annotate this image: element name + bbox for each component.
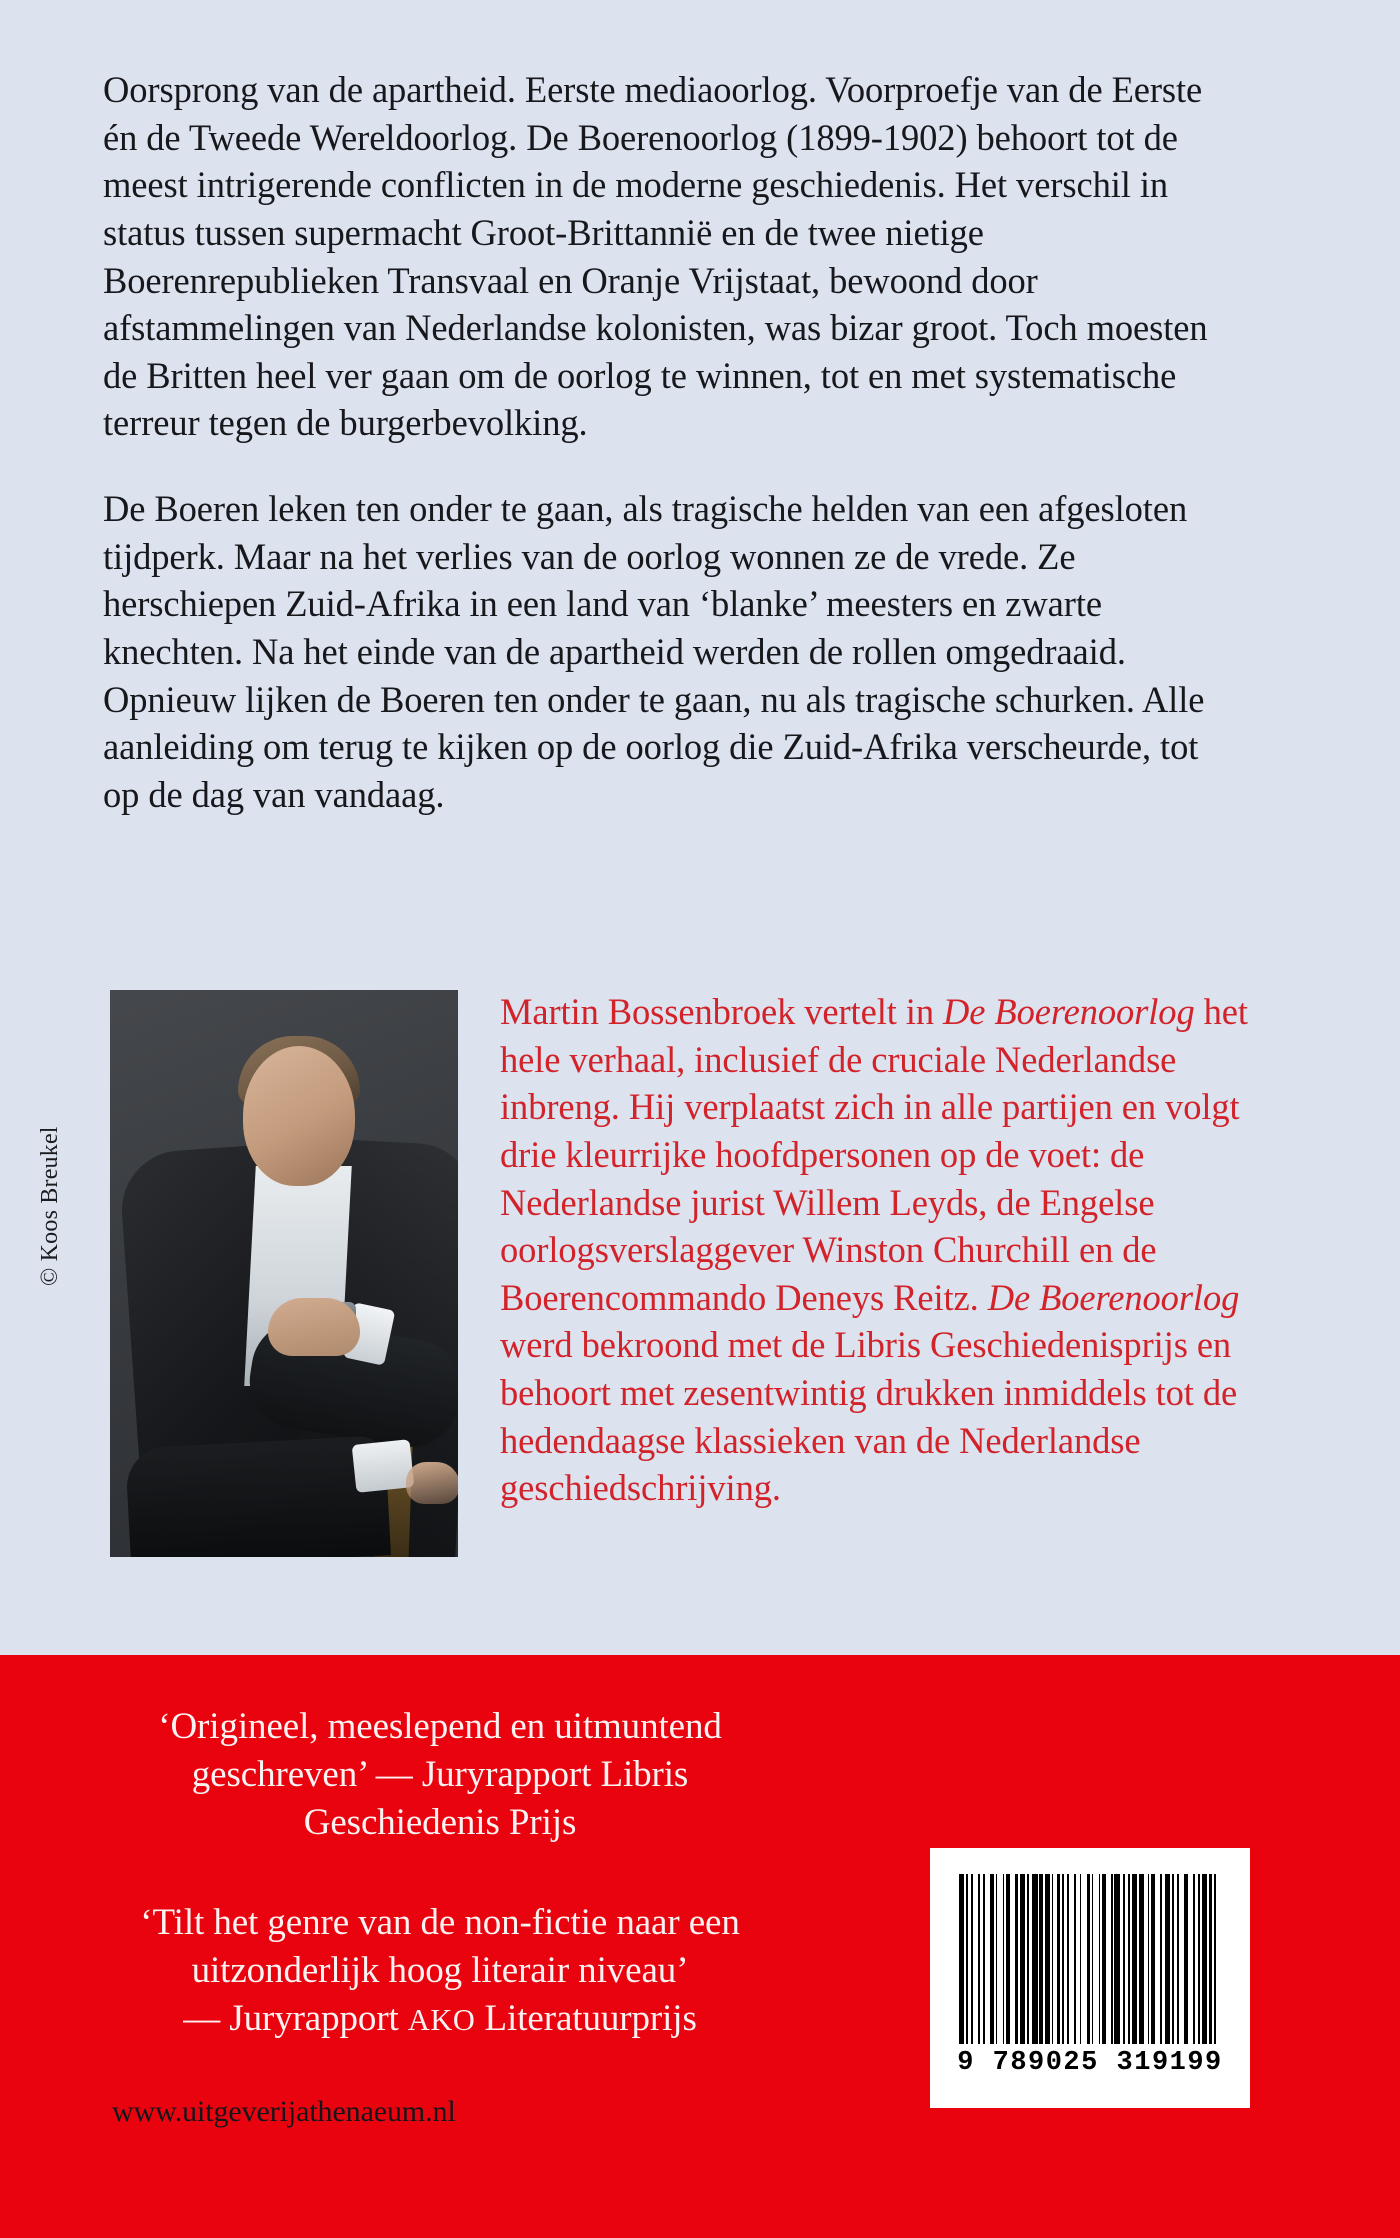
barcode-bar [966, 1874, 968, 2044]
book-title-italic: De Boerenoorlog [987, 1276, 1240, 1318]
barcode-bar [959, 1874, 964, 2044]
barcode-bar [1045, 1874, 1050, 2044]
barcode-bar [1172, 1874, 1174, 2044]
barcode-bar [1032, 1874, 1037, 2044]
barcode-bar [1015, 1874, 1018, 2044]
barcode-bar [971, 1874, 973, 2044]
barcode-bar [1139, 1874, 1144, 2044]
barcode-bar [1198, 1874, 1200, 2044]
barcode-bar [1111, 1874, 1113, 2044]
barcode-number: 9 789025 319199 [957, 2048, 1223, 2078]
portrait-face [243, 1046, 355, 1186]
barcode-bar [996, 1874, 998, 2044]
barcode-bar [1006, 1874, 1009, 2044]
barcode-bar [1193, 1874, 1195, 2044]
blurb-paragraph-2: De Boeren leken ten onder te gaan, als tragische helden van een afgesloten tijdperk. Maar na het verlies van de oorlog wonnen ze de vrede. Ze herschiepen Zuid-Afrika in een land van ‘blanke’ meesters en zwarte knechten. Na het einde van de apartheid werden de rollen omgedraaid. Opnieuw lijken de Boeren ten onder te gaan, nu als tragische schurken. Alle aanleiding om terug te kijken op de oorlog die Zuid-Afrika verscheurde, tot op de dag van vandaag. [103, 488, 1205, 815]
portrait-hand-upper [268, 1298, 360, 1356]
barcode-bar [990, 1874, 993, 2044]
praise-quote-2-line-1: ‘Tilt het genre van de non-fictie naar een [140, 1902, 740, 1944]
barcode-bar [1151, 1874, 1154, 2044]
barcode-bar [1062, 1874, 1064, 2044]
barcode-bar [1132, 1874, 1137, 2044]
barcode-bar [1114, 1874, 1119, 2044]
author-bio-paragraph [500, 988, 1255, 1512]
praise-quote-2-line-3-suffix: Literatuurprijs [475, 1998, 697, 2040]
barcode-bar [1165, 1874, 1170, 2044]
barcode-bar [1067, 1874, 1069, 2044]
praise-quote-2-line-2: uitzonderlijk hoog literair niveau’ [191, 1950, 689, 1992]
praise-quotes [0, 1703, 880, 2044]
barcode-bar [1148, 1874, 1150, 2044]
portrait-cuff-lower [352, 1439, 415, 1493]
barcode-bar [1123, 1874, 1125, 2044]
praise-quote-1 [0, 1703, 880, 1847]
barcode-bars [959, 1874, 1221, 2044]
barcode-bar [1160, 1874, 1162, 2044]
barcode-bar [1099, 1874, 1101, 2044]
barcode-bar [1177, 1874, 1179, 2044]
barcode-bar [1074, 1874, 1076, 2044]
praise-quote-2-line-3-prefix: — Juryrapport [183, 1998, 408, 2040]
praise-quote-2 [0, 1899, 880, 2043]
barcode-bar [1202, 1874, 1207, 2044]
blurb-text-block [103, 66, 1243, 818]
praise-quote-1-line-3: Geschiedenis Prijs [303, 1802, 577, 1844]
bio-text-run: Martin Bossenbroek vertelt in [500, 991, 944, 1032]
praise-quote-1-line-1: ‘Origineel, meeslepend en uitmuntend [158, 1706, 722, 1747]
barcode-bar [1057, 1874, 1060, 2044]
bio-text-run: het hele verhaal, inclusief de cruciale Nederlandse inbreng. Hij verplaatst zich in alle partijen en volgt drie kleurrijke hoofdpersonen op de voet: de Nederlandse jurist Willem Leyds, de Engelse oorlogsverslaggever Winston Churchill en de Boerencommando Deneys Reitz. [500, 991, 1248, 1318]
praise-quote-2-award-acronym: AKO [407, 2003, 476, 2038]
barcode-bar [1184, 1874, 1187, 2044]
barcode-bar [1209, 1874, 1212, 2044]
portrait-hand-lower [406, 1462, 458, 1504]
praise-quote-1-line-2: geschreven’ — Juryrapport Libris [191, 1754, 689, 1796]
barcode-bar [978, 1874, 980, 2044]
barcode-bar [1052, 1874, 1054, 2044]
barcode-bar [1039, 1874, 1042, 2044]
publisher-website-url[interactable]: www.uitgeverijathenaeum.nl [112, 2095, 456, 2128]
isbn-barcode [930, 1848, 1250, 2108]
barcode-bar [1214, 1874, 1216, 2044]
bio-text-run: werd bekroond met de Libris Geschiedenisprijs en behoort met zesentwintig drukken inmiddels tot de hedendaagse klassieken van de Nederlandse geschiedschrijving. [500, 1324, 1238, 1509]
barcode-bar [1128, 1874, 1130, 2044]
barcode-bar [1087, 1874, 1090, 2044]
blurb-paragraph-1: Oorsprong van de apartheid. Eerste mediaoorlog. Voorproefje van de Eerste én de Tweede Wereldoorlog. De Boerenoorlog (1899-1902) behoort tot de meest intrigerende conflicten in de moderne geschiedenis. Het verschil in status tussen supermacht Groot-Brittannië en de twee nietige Boerenrepublieken Transvaal en Oranje Vrijstaat, bewoond door afstammelingen van Nederlandse kolonisten, was bizar groot. Toch moesten de Britten heel ver gaan om de oorlog te winnen, tot en met systematische terreur tegen de burgerbevolking. [103, 69, 1208, 444]
book-title-italic: De Boerenoorlog [943, 991, 1195, 1032]
author-portrait-photo [110, 990, 458, 1557]
barcode-bar [1102, 1874, 1105, 2044]
barcode-bar [1080, 1874, 1082, 2044]
author-section [0, 990, 1400, 1570]
photo-credit: © Koos Breukel [37, 1126, 63, 1286]
barcode-bar [1092, 1874, 1094, 2044]
barcode-bar [1020, 1874, 1025, 2044]
author-bio-text [500, 988, 1255, 1512]
barcode-bar [983, 1874, 985, 2044]
barcode-bar [1027, 1874, 1029, 2044]
portrait-leg [125, 1435, 391, 1557]
barcode-bar [1003, 1874, 1005, 2044]
